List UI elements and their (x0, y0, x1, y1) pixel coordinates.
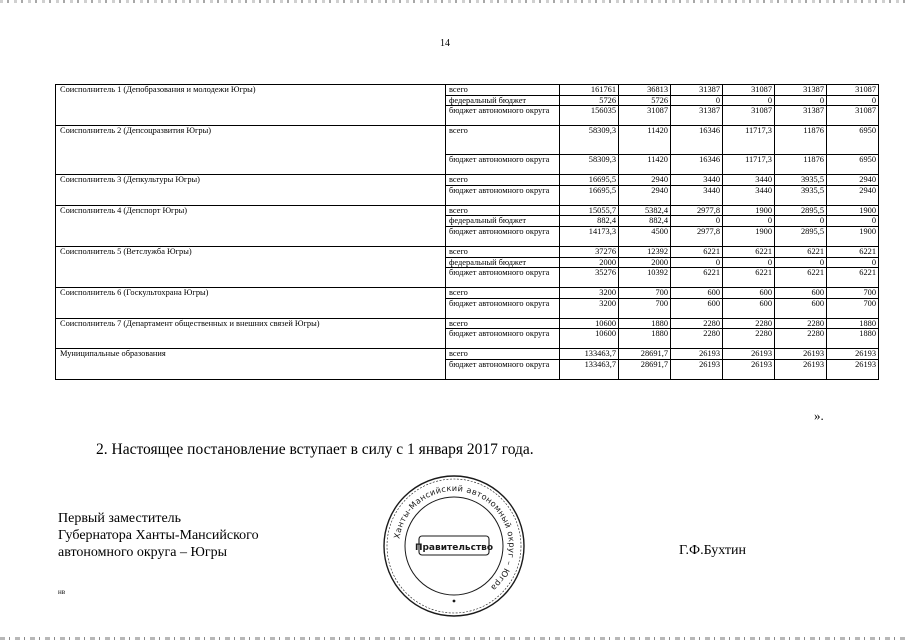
amount-cell: 16346 (671, 155, 723, 175)
amount-cell: 600 (723, 288, 775, 299)
amount-cell: 10600 (560, 318, 619, 329)
amount-cell: 28691,7 (619, 359, 671, 379)
amount-cell: 58309,3 (560, 155, 619, 175)
table-row (56, 349, 879, 360)
funding-source-cell: всего (446, 288, 560, 299)
funding-source-cell: бюджет автономного округа (446, 185, 560, 205)
amount-cell: 3200 (560, 288, 619, 299)
amount-cell: 6221 (775, 268, 827, 288)
table-row (56, 175, 879, 186)
amount-cell: 26193 (671, 349, 723, 360)
amount-cell: 0 (827, 95, 879, 106)
seal-dot (453, 600, 456, 603)
funding-source-cell: бюджет автономного округа (446, 329, 560, 349)
amount-cell: 11717,3 (723, 155, 775, 175)
amount-cell: 16695,5 (560, 175, 619, 186)
amount-cell: 0 (775, 95, 827, 106)
amount-cell: 6950 (827, 155, 879, 175)
amount-cell: 2940 (619, 185, 671, 205)
amount-cell: 0 (723, 257, 775, 268)
executor-name-cell: Соисполнитель 5 (Ветслужба Югры) (56, 246, 446, 287)
amount-cell: 2977,8 (671, 205, 723, 216)
amount-cell: 5726 (560, 95, 619, 106)
amount-cell: 5726 (619, 95, 671, 106)
amount-cell: 2940 (827, 175, 879, 186)
amount-cell: 0 (827, 216, 879, 227)
amount-cell: 6221 (723, 246, 775, 257)
amount-cell: 16346 (671, 126, 723, 155)
amount-cell: 5382,4 (619, 205, 671, 216)
amount-cell: 0 (827, 257, 879, 268)
amount-cell: 2895,5 (775, 205, 827, 216)
executor-name-cell: Соисполнитель 7 (Департамент общественных и внешних связей Югры) (56, 318, 446, 349)
amount-cell: 10600 (560, 329, 619, 349)
amount-cell: 2977,8 (671, 226, 723, 246)
amount-cell: 2280 (671, 318, 723, 329)
amount-cell: 31387 (775, 85, 827, 96)
amount-cell: 2280 (775, 329, 827, 349)
amount-cell: 58309,3 (560, 126, 619, 155)
amount-cell: 10392 (619, 268, 671, 288)
amount-cell: 882,4 (560, 216, 619, 227)
amount-cell: 600 (775, 288, 827, 299)
amount-cell: 1880 (619, 329, 671, 349)
amount-cell: 11876 (775, 155, 827, 175)
signer-name: Г.Ф.Бухтин (679, 543, 747, 558)
seal-ring-text: Ханты-Мансийский автономный округ – Югра (391, 482, 518, 594)
amount-cell: 700 (827, 288, 879, 299)
amount-cell: 700 (619, 288, 671, 299)
amount-cell: 2280 (723, 318, 775, 329)
executor-name-cell: Соисполнитель 6 (Госкультохрана Югры) (56, 288, 446, 319)
amount-cell: 11876 (775, 126, 827, 155)
amount-cell: 6950 (827, 126, 879, 155)
amount-cell: 600 (723, 298, 775, 318)
budget-table-body (56, 85, 879, 380)
amount-cell: 1880 (827, 329, 879, 349)
closing-quote: ». (814, 408, 824, 423)
amount-cell: 16695,5 (560, 185, 619, 205)
executor-initials: нв (58, 588, 66, 596)
funding-source-cell: федеральный бюджет (446, 95, 560, 106)
amount-cell: 12392 (619, 246, 671, 257)
funding-source-cell: всего (446, 85, 560, 96)
amount-cell: 133463,7 (560, 349, 619, 360)
amount-cell: 882,4 (619, 216, 671, 227)
amount-cell: 26193 (775, 359, 827, 379)
page-number: 14 (440, 38, 450, 49)
amount-cell: 1880 (827, 318, 879, 329)
amount-cell: 2280 (775, 318, 827, 329)
amount-cell: 2000 (619, 257, 671, 268)
amount-cell: 6221 (671, 268, 723, 288)
amount-cell: 26193 (827, 349, 879, 360)
table-row (56, 126, 879, 155)
amount-cell: 15055,7 (560, 205, 619, 216)
amount-cell: 3935,5 (775, 175, 827, 186)
funding-source-cell: федеральный бюджет (446, 216, 560, 227)
amount-cell: 2940 (827, 185, 879, 205)
amount-cell: 31087 (827, 106, 879, 126)
amount-cell: 6221 (723, 268, 775, 288)
executor-name-cell: Соисполнитель 1 (Депобразования и молодежи Югры) (56, 85, 446, 126)
amount-cell: 36813 (619, 85, 671, 96)
amount-cell: 11717,3 (723, 126, 775, 155)
amount-cell: 31387 (775, 106, 827, 126)
amount-cell: 600 (775, 298, 827, 318)
amount-cell: 37276 (560, 246, 619, 257)
amount-cell: 26193 (723, 349, 775, 360)
funding-source-cell: всего (446, 175, 560, 186)
executor-name-cell: Соисполнитель 2 (Депсоцразвития Югры) (56, 126, 446, 175)
signer-title-line: Первый заместитель (58, 511, 182, 526)
amount-cell: 2280 (723, 329, 775, 349)
amount-cell: 0 (775, 257, 827, 268)
amount-cell: 31387 (671, 85, 723, 96)
funding-source-cell: бюджет автономного округа (446, 268, 560, 288)
amount-cell: 31087 (619, 106, 671, 126)
amount-cell: 28691,7 (619, 349, 671, 360)
funding-source-cell: бюджет автономного округа (446, 298, 560, 318)
amount-cell: 3440 (671, 185, 723, 205)
amount-cell: 3200 (560, 298, 619, 318)
amount-cell: 0 (723, 95, 775, 106)
amount-cell: 161761 (560, 85, 619, 96)
funding-source-cell: бюджет автономного округа (446, 106, 560, 126)
amount-cell: 1900 (827, 205, 879, 216)
executor-name-cell: Соисполнитель 4 (Депспорт Югры) (56, 205, 446, 246)
amount-cell: 6221 (827, 246, 879, 257)
amount-cell: 31087 (827, 85, 879, 96)
amount-cell: 3440 (723, 175, 775, 186)
amount-cell: 1900 (723, 205, 775, 216)
executor-name-cell: Муниципальные образования (56, 349, 446, 380)
table-row (56, 288, 879, 299)
amount-cell: 3935,5 (775, 185, 827, 205)
amount-cell: 0 (723, 216, 775, 227)
amount-cell: 14173,3 (560, 226, 619, 246)
table-row (56, 205, 879, 216)
amount-cell: 35276 (560, 268, 619, 288)
amount-cell: 2940 (619, 175, 671, 186)
executor-name-cell: Соисполнитель 3 (Депкультуры Югры) (56, 175, 446, 206)
amount-cell: 26193 (723, 359, 775, 379)
amount-cell: 6221 (827, 268, 879, 288)
table-row (56, 318, 879, 329)
budget-table (55, 84, 879, 380)
table-row (56, 85, 879, 96)
amount-cell: 6221 (671, 246, 723, 257)
funding-source-cell: всего (446, 126, 560, 155)
amount-cell: 2895,5 (775, 226, 827, 246)
funding-source-cell: всего (446, 246, 560, 257)
amount-cell: 133463,7 (560, 359, 619, 379)
amount-cell: 26193 (671, 359, 723, 379)
amount-cell: 2280 (671, 329, 723, 349)
amount-cell: 0 (671, 257, 723, 268)
funding-source-cell: бюджет автономного округа (446, 359, 560, 379)
amount-cell: 1880 (619, 318, 671, 329)
amount-cell: 3440 (671, 175, 723, 186)
funding-source-cell: федеральный бюджет (446, 257, 560, 268)
amount-cell: 3440 (723, 185, 775, 205)
amount-cell: 11420 (619, 126, 671, 155)
official-seal (381, 473, 527, 619)
scan-edge-top (0, 0, 905, 3)
amount-cell: 26193 (775, 349, 827, 360)
amount-cell: 6221 (775, 246, 827, 257)
amount-cell: 11420 (619, 155, 671, 175)
signer-block (58, 510, 259, 561)
clause-text: 2. Настоящее постановление вступает в силу с 1 января 2017 года. (96, 441, 534, 458)
funding-source-cell: всего (446, 205, 560, 216)
amount-cell: 700 (827, 298, 879, 318)
seal-center-text: Правительство (414, 543, 494, 553)
amount-cell: 0 (775, 216, 827, 227)
amount-cell: 156035 (560, 106, 619, 126)
amount-cell: 31387 (671, 106, 723, 126)
amount-cell: 31087 (723, 85, 775, 96)
signer-title-line: автономного округа – Югры (58, 545, 227, 560)
amount-cell: 1900 (723, 226, 775, 246)
funding-source-cell: бюджет автономного округа (446, 226, 560, 246)
funding-source-cell: всего (446, 349, 560, 360)
amount-cell: 2000 (560, 257, 619, 268)
table-row (56, 246, 879, 257)
amount-cell: 600 (671, 288, 723, 299)
amount-cell: 4500 (619, 226, 671, 246)
amount-cell: 600 (671, 298, 723, 318)
amount-cell: 26193 (827, 359, 879, 379)
amount-cell: 1900 (827, 226, 879, 246)
funding-source-cell: бюджет автономного округа (446, 155, 560, 175)
amount-cell: 0 (671, 95, 723, 106)
signer-title-line: Губернатора Ханты-Мансийского (58, 528, 259, 543)
amount-cell: 700 (619, 298, 671, 318)
funding-source-cell: всего (446, 318, 560, 329)
amount-cell: 0 (671, 216, 723, 227)
amount-cell: 31087 (723, 106, 775, 126)
